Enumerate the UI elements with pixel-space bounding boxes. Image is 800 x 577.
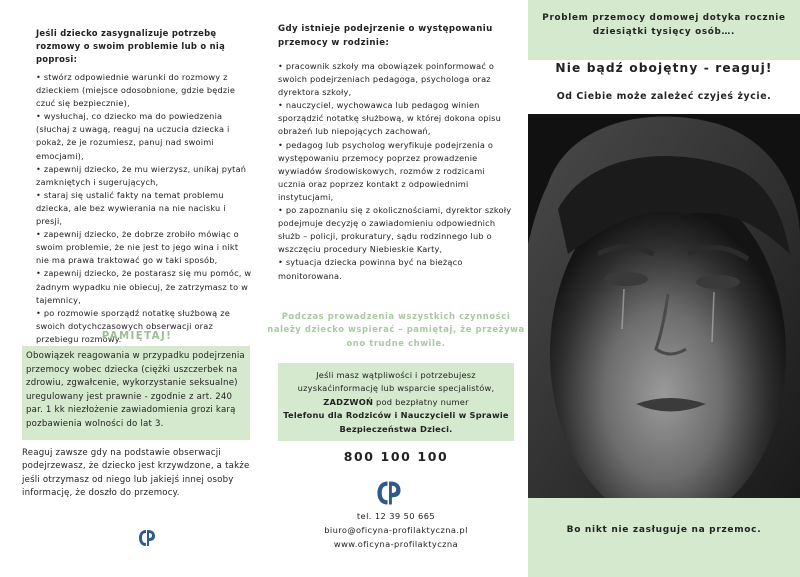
react-always-text: Reaguj zawsze gdy na podstawie obserwacji podejrzewasz, że dziecko jest krzywdzone, a także jeśli otrzymasz od niego lub jakiejś innej osoby informację, że doszło do przemocy.	[22, 448, 250, 499]
publisher-logo-icon	[377, 480, 401, 506]
header-box	[528, 0, 800, 60]
advice-list	[36, 71, 254, 346]
remember-heading: PAMIĘTAJ!	[101, 331, 173, 342]
contact-website[interactable]: www.oficyna-profilaktyczna	[333, 538, 459, 549]
list-item: • pedagog lub psycholog weryfikuje podejrzenia o występowaniu przemocy poprzez prowadzenie wywiadów środowiskowych, rozmów z rodzicami ucznia oraz poprzez kontakt z odpowiednimi instytucjami,	[278, 139, 494, 202]
helpline-phone[interactable]: 800 100 100	[343, 449, 449, 464]
list-item: • zapewnij dziecko, że dobrze zrobiło mówiąc o swoim problemie, że nie jest to jego wina i nikt nie ma prawa traktować go w taki sposób,	[36, 229, 239, 266]
publisher-logo-icon	[139, 529, 155, 547]
list-item: • staraj się ustalić fakty na temat problemu dziecka, ale bez wywierania na nie nacisku i presji,	[36, 189, 226, 227]
helpline-name: Telefonu dla Rodziców i Nauczycieli w Sprawie Bezpieczeństwa Dzieci.	[283, 410, 509, 434]
intro-text: Jeśli dziecko zasygnalizuje potrzebę rozmowy o swoim problemie lub o nią poprosi:	[36, 28, 226, 65]
list-item: • stwórz odpowiednie warunki do rozmowy z dzieckiem (miejsce odosobnione, gdzie będzie czuć się bezpiecznie),	[36, 72, 236, 109]
list-item: • wysłuchaj, co dziecko ma do powiedzenia (słuchaj z uwagą, reaguj na uczucia dziecka i pokaż, że je rozumiesz, panuj nad swoimi emocjami),	[36, 111, 230, 161]
right-panel	[528, 0, 800, 577]
list-item: • zapewnij dziecko, że postarasz się mu pomóc, w żadnym wypadku nie obiecuj, że zatrzymasz to w tajemnicy,	[36, 268, 252, 305]
legal-obligation-text: Obowiązek reagowania w przypadku podejrzenia przemocy wobec dziecka (ciężki uszczerbek na zdrowiu, zgwałcenie, wykorzystanie seksualne) uregulowany jest prawnie - zgodnie z art. 240 par. 1 kk niezłożenie zawiadomienia grozi karą pozbawienia wolności do lat 3.	[26, 351, 245, 429]
list-item: • sytuacja dziecka powinna być na bieżąco monitorowana.	[278, 257, 463, 281]
crying-child-photo	[528, 114, 800, 498]
list-item: • pracownik szkoły ma obowiązek poinformować o swoich podejrzeniach pedagoga, psychologa oraz dyrektora szkoły,	[278, 61, 495, 98]
list-item: • zapewnij dziecko, że mu wierzysz, unikaj pytań zamkniętych i sugerujących,	[36, 163, 247, 187]
contact-phone[interactable]: tel. 12 39 50 665	[356, 511, 436, 521]
helpline-free-number: pod bezpłatny numer	[376, 396, 469, 407]
legal-obligation-box	[22, 346, 250, 440]
contact-email[interactable]: biuro@oficyna-profilaktyczna.pl	[324, 524, 468, 535]
procedure-heading: Gdy istnieje podejrzenie o występowaniu przemocy w rodzinie:	[278, 24, 493, 48]
footer-box	[528, 498, 800, 577]
subtitle: Od Ciebie może zależeć czyjeś życie.	[556, 91, 772, 102]
contact-info	[278, 510, 514, 551]
list-item: • po zapoznaniu się z okolicznościami, dyrektor szkoły podejmuje decyzję o zawiadomieniu odpowiednich służb – policji, prokuratury, sądu rodzinnego lub o wszczęciu procedury Niebieskie Karty,	[278, 205, 512, 255]
helpline-intro: Jeśli masz wątpliwości i potrzebujesz uzyskaćinformację lub wsparcie specjalistów,	[297, 370, 495, 394]
list-item: • po rozmowie sporządź notatkę służbową ze swoich dotychczasowych obserwacji oraz przebiegu rozmowy.	[36, 307, 230, 344]
support-note: Podczas prowadzenia wszystkich czynności należy dziecko wspierać – pamiętaj, że przeżywa ono trudne chwile.	[267, 311, 525, 348]
header-text: Problem przemocy domowej dotyka rocznie dziesiątki tysięcy osób….	[542, 13, 786, 37]
helpline-box	[278, 363, 514, 441]
procedure-list	[278, 60, 514, 283]
list-item: • nauczyciel, wychowawca lub pedagog winien sporządzić notatkę służbową, w której dokona opisu obrażeń lub niepojących zachowań,	[278, 100, 502, 137]
footer-text: Bo nikt nie zasługuje na przemoc.	[566, 525, 762, 535]
main-title: Nie bądź obojętny - reaguj!	[555, 61, 773, 75]
call-label: ZADZWOŃ	[323, 396, 374, 407]
